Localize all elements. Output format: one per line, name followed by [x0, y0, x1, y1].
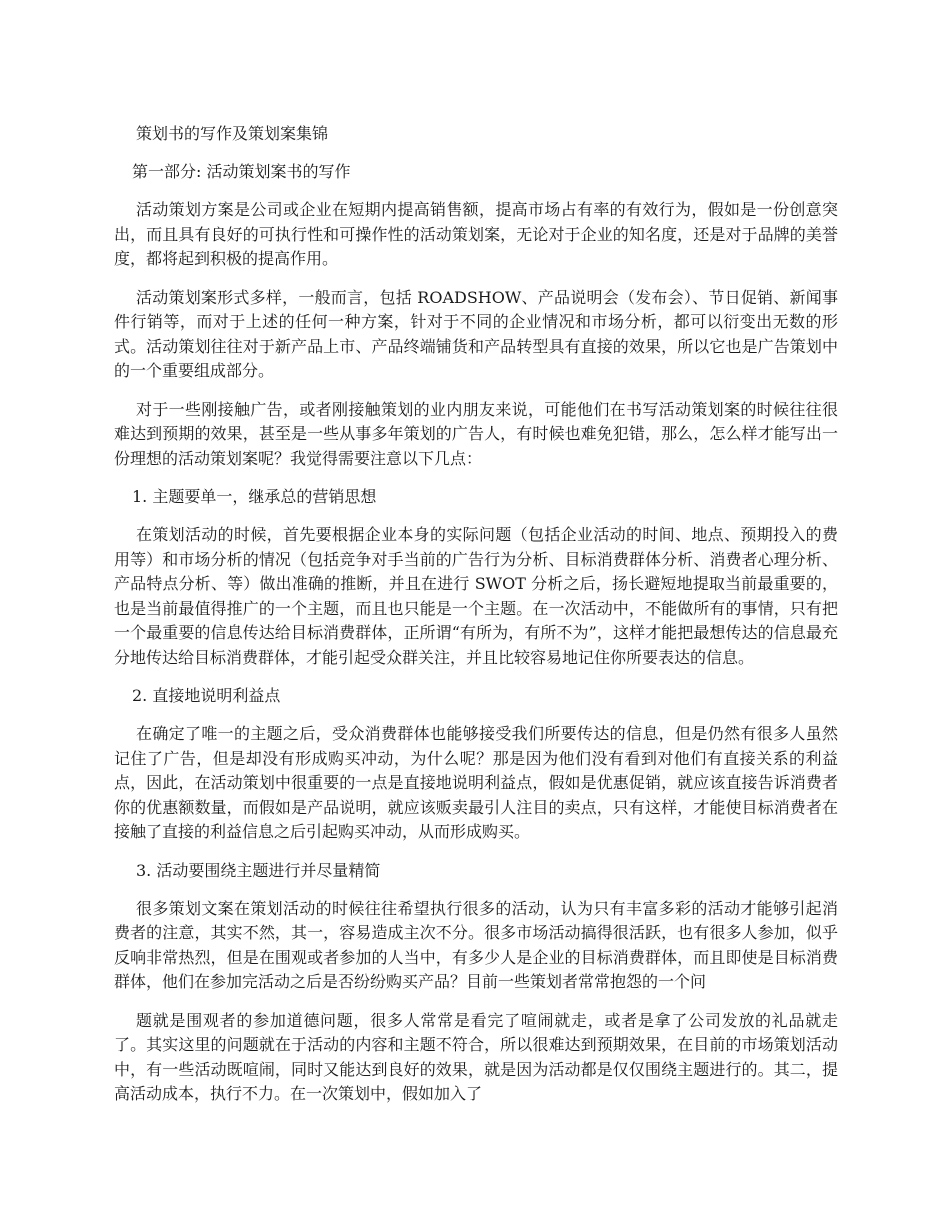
paragraph-point-3-continued: 题就是围观者的参加道德问题，很多人常常是看完了喧闹就走，或者是拿了公司发放的礼品就走了。其实这里的问题就在于活动的内容和主题不符合，所以很难达到预期效果，在目前的市场策划活动中，有一些活动既喧闹，同时又能达到良好的效果，就是因为活动都是仅仅围绕主题进行的。其二，提高活动成本，执行不力。在一次策划中，假如加入了 — [114, 1010, 838, 1103]
paragraph-point-1: 在策划活动的时候，首先要根据企业本身的实际问题（包括企业活动的时间、地点、预期投入的费用等）和市场分析的情况（包括竞争对手当前的广告行为分析、目标消费群体分析、消费者心理分析、产品特点分析、等）做出准确的推断，并且在进行 SWOT 分析之后，扬长避短地提取当前最重要的，也是当前最值得推广的一个主题，而且也只能是一个主题。在一次活动中，不能做所有的事情，只有把一个最重要的信息传达给目标消费群体，正所谓“有所为，有所不为”，这样才能把最想传达的信息最充分地传达给目标消费群体，才能引起受众群关注，并且比较容易地记住你所要表达的信息。 — [114, 525, 838, 667]
document-title: 策划书的写作及策划案集锦 — [136, 124, 329, 143]
document-page — [114, 122, 838, 1121]
paragraph-forms: 活动策划案形式多样，一般而言，包括 ROADSHOW、产品说明会（发布会）、节日促销、新闻事件行销等，而对于上述的任何一种方案，针对于不同的企业情况和市场分析，都可以衍变出无数的形式。活动策划往往对于新产品上市、产品终端铺货和产品转型具有直接的效果，所以它也是广告策划中的一个重要组成部分。 — [114, 287, 838, 380]
point-heading-2: 2. 直接地说明利益点 — [132, 686, 281, 705]
paragraph-point-3: 很多策划文案在策划活动的时候往往希望执行很多的活动，认为只有丰富多彩的活动才能够引起消费者的注意，其实不然，其一，容易造成主次不分。很多市场活动搞得很活跃，也有很多人参加，似乎反响非常热烈，但是在围观或者参加的人当中，有多少人是企业的目标消费群体，而且即使是目标消费群体，他们在参加完活动之后是否纷纷购买产品？目前一些策划者常常抱怨的一个问 — [114, 898, 838, 991]
point-heading-1: 1. 主题要单一，继承总的营销思想 — [132, 487, 377, 506]
part-heading: 第一部分: 活动策划案书的写作 — [132, 162, 351, 181]
point-heading-3: 3. 活动要围绕主题进行并尽量精简 — [136, 860, 381, 880]
paragraph-point-2: 在确定了唯一的主题之后，受众消费群体也能够接受我们所要传达的信息，但是仍然有很多人虽然记住了广告，但是却没有形成购买冲动，为什么呢？那是因为他们没有看到对他们有直接关系的利益点，因此，在活动策划中很重要的一点是直接地说明利益点，假如是优惠促销，就应该直接告诉消费者你的优惠额数量，而假如是产品说明，就应该贩卖最引人注目的卖点，只有这样，才能使目标消费者在接触了直接的利益信息之后引起购买冲动，从而形成购买。 — [114, 724, 838, 841]
paragraph-intro: 活动策划方案是公司或企业在短期内提高销售额，提高市场占有率的有效行为，假如是一份创意突出，而且具有良好的可执行性和可操作性的活动策划案，无论对于企业的知名度，还是对于品牌的美誉度，都将起到积极的提高作用。 — [114, 200, 838, 268]
paragraph-notes: 对于一些刚接触广告，或者刚接触策划的业内朋友来说，可能他们在书写活动策划案的时候往往很难达到预期的效果，甚至是一些从事多年策划的广告人，有时候也难免犯错，那么，怎么样才能写出一份理想的活动策划案呢？我觉得需要注意以下几点： — [114, 399, 838, 468]
